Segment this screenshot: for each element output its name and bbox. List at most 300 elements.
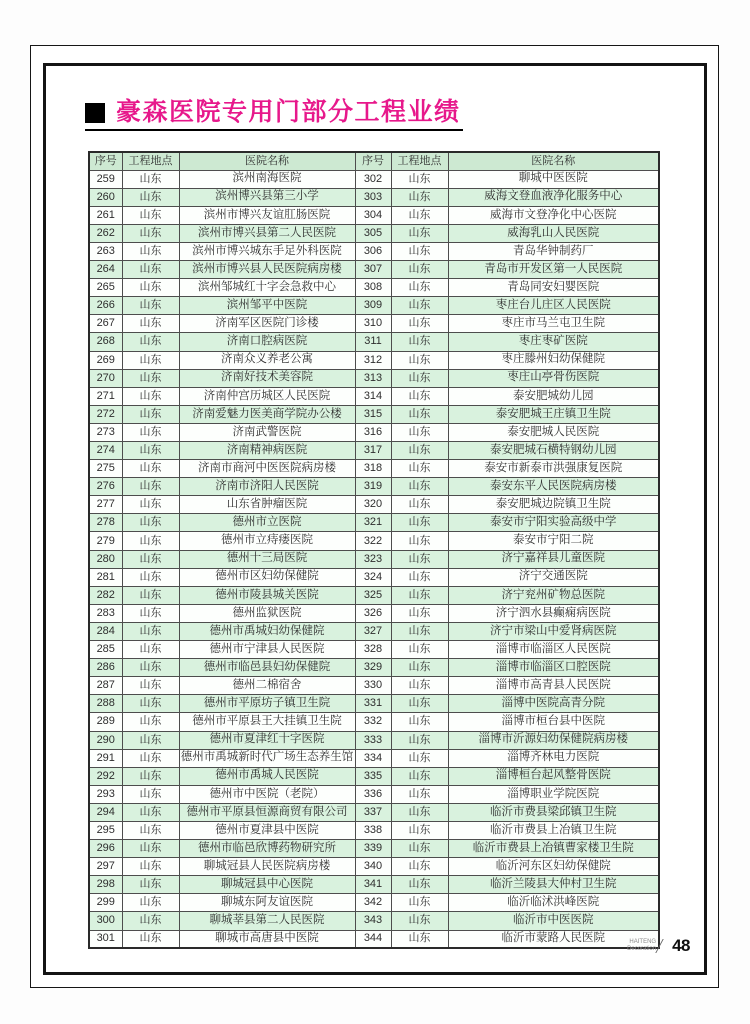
serial-cell: 339	[355, 840, 391, 858]
table-row	[89, 749, 659, 767]
location-cell: 山东	[122, 170, 179, 188]
serial-cell: 277	[89, 496, 122, 514]
serial-cell: 313	[355, 369, 391, 387]
location-cell: 山东	[391, 369, 448, 387]
serial-cell: 269	[89, 351, 122, 369]
hospital-name-cell: 德州市平原县恒源商贸有限公司	[179, 803, 355, 821]
serial-cell: 304	[355, 206, 391, 224]
location-cell: 山东	[391, 297, 448, 315]
location-cell: 山东	[391, 659, 448, 677]
serial-cell: 261	[89, 206, 122, 224]
location-cell: 山东	[122, 242, 179, 260]
hospital-name-cell: 济宁市梁山中爱肾病医院	[448, 622, 659, 640]
table-row	[89, 641, 659, 659]
serial-cell: 267	[89, 315, 122, 333]
page-footer	[627, 936, 690, 956]
location-cell: 山东	[391, 442, 448, 460]
hospital-name-cell: 青岛华钟制药厂	[448, 242, 659, 260]
hospital-name-cell: 枣庄山亭骨伤医院	[448, 369, 659, 387]
hospital-name-cell: 淄博职业学院医院	[448, 785, 659, 803]
location-cell: 山东	[122, 641, 179, 659]
location-cell: 山东	[391, 858, 448, 876]
location-cell: 山东	[391, 188, 448, 206]
location-cell: 山东	[122, 803, 179, 821]
serial-cell: 344	[355, 930, 391, 948]
location-cell: 山东	[122, 785, 179, 803]
table-row	[89, 170, 659, 188]
table-row	[89, 279, 659, 297]
hospital-name-cell: 济宁交通医院	[448, 568, 659, 586]
hospital-name-cell: 济宁嘉祥县儿童医院	[448, 550, 659, 568]
hospital-name-cell: 德州十三局医院	[179, 550, 355, 568]
hospital-name-cell: 济南口腔病医院	[179, 333, 355, 351]
location-cell: 山东	[122, 677, 179, 695]
page-title: 豪森医院专用门部分工程业绩	[116, 98, 461, 126]
serial-cell: 321	[355, 514, 391, 532]
location-cell: 山东	[122, 930, 179, 948]
serial-cell: 281	[89, 568, 122, 586]
serial-cell: 336	[355, 785, 391, 803]
location-cell: 山东	[391, 242, 448, 260]
location-cell: 山东	[391, 731, 448, 749]
table-row	[89, 713, 659, 731]
table-row	[89, 423, 659, 441]
hospital-name-cell: 德州市夏津红十字医院	[179, 731, 355, 749]
hospital-name-cell: 泰安市宁阳二院	[448, 532, 659, 550]
table-row	[89, 297, 659, 315]
hospital-name-cell: 临沂市费县梁邱镇卫生院	[448, 803, 659, 821]
serial-cell: 259	[89, 170, 122, 188]
serial-cell: 286	[89, 659, 122, 677]
serial-cell: 289	[89, 713, 122, 731]
hospital-name-cell: 滨州邹平中医院	[179, 297, 355, 315]
serial-cell: 262	[89, 224, 122, 242]
location-cell: 山东	[391, 930, 448, 948]
location-cell: 山东	[122, 460, 179, 478]
location-cell: 山东	[122, 767, 179, 785]
location-cell: 山东	[391, 550, 448, 568]
location-cell: 山东	[122, 297, 179, 315]
serial-cell: 324	[355, 568, 391, 586]
serial-cell: 334	[355, 749, 391, 767]
serial-cell: 342	[355, 894, 391, 912]
serial-cell: 319	[355, 478, 391, 496]
location-cell: 山东	[391, 767, 448, 785]
hospital-name-cell: 德州市宁津县人民医院	[179, 641, 355, 659]
hospital-name-cell: 泰安市宁阳实验高级中学	[448, 514, 659, 532]
location-cell: 山东	[391, 803, 448, 821]
serial-cell: 325	[355, 586, 391, 604]
table-row	[89, 351, 659, 369]
serial-cell: 312	[355, 351, 391, 369]
hospital-name-cell: 聊城冠县中心医院	[179, 876, 355, 894]
location-cell: 山东	[391, 514, 448, 532]
serial-cell: 341	[355, 876, 391, 894]
table-row	[89, 261, 659, 279]
location-cell: 山东	[391, 333, 448, 351]
table-row	[89, 478, 659, 496]
hospital-name-cell: 青岛同安妇婴医院	[448, 279, 659, 297]
table-row	[89, 387, 659, 405]
table-row	[89, 405, 659, 423]
hospital-name-cell: 淄博市桓台县中医院	[448, 713, 659, 731]
location-cell: 山东	[391, 749, 448, 767]
serial-cell: 314	[355, 387, 391, 405]
table-row	[89, 206, 659, 224]
hospital-name-cell: 德州监狱医院	[179, 604, 355, 622]
table-row	[89, 767, 659, 785]
location-cell: 山东	[122, 496, 179, 514]
location-cell: 山东	[122, 261, 179, 279]
table-row	[89, 550, 659, 568]
location-cell: 山东	[122, 387, 179, 405]
hospital-name-cell: 淄博市临淄区人民医院	[448, 641, 659, 659]
header-location-left: 工程地点	[122, 152, 179, 170]
header-serial-right: 序号	[355, 152, 391, 170]
serial-cell: 337	[355, 803, 391, 821]
location-cell: 山东	[122, 912, 179, 930]
location-cell: 山东	[122, 188, 179, 206]
hospital-name-cell: 德州市中医院（老院）	[179, 785, 355, 803]
serial-cell: 271	[89, 387, 122, 405]
location-cell: 山东	[122, 532, 179, 550]
table-row	[89, 586, 659, 604]
hospital-name-cell: 滨州市博兴县第二人民医院	[179, 224, 355, 242]
serial-cell: 308	[355, 279, 391, 297]
serial-cell: 317	[355, 442, 391, 460]
table-row	[89, 894, 659, 912]
location-cell: 山东	[391, 622, 448, 640]
serial-cell: 265	[89, 279, 122, 297]
location-cell: 山东	[122, 423, 179, 441]
serial-cell: 315	[355, 405, 391, 423]
location-cell: 山东	[122, 333, 179, 351]
table-row	[89, 821, 659, 839]
location-cell: 山东	[391, 568, 448, 586]
hospital-name-cell: 临沂河东区妇幼保健院	[448, 858, 659, 876]
serial-cell: 343	[355, 912, 391, 930]
hospital-name-cell: 泰安肥城石横特钢幼儿园	[448, 442, 659, 460]
hospital-name-cell: 枣庄台儿庄区人民医院	[448, 297, 659, 315]
hospital-name-cell: 泰安东平人民医院病房楼	[448, 478, 659, 496]
table-row	[89, 369, 659, 387]
location-cell: 山东	[122, 442, 179, 460]
serial-cell: 328	[355, 641, 391, 659]
serial-cell: 300	[89, 912, 122, 930]
hospital-name-cell: 临沂兰陵县大仲村卫生院	[448, 876, 659, 894]
hospital-name-cell: 济南市商河中医医院病房楼	[179, 460, 355, 478]
footer-brand-line1: HAITENG	[629, 939, 657, 946]
hospital-name-cell: 德州市区妇幼保健院	[179, 568, 355, 586]
table-row	[89, 930, 659, 948]
serial-cell: 273	[89, 423, 122, 441]
table-row	[89, 803, 659, 821]
location-cell: 山东	[391, 351, 448, 369]
hospital-name-cell: 德州市禹城人民医院	[179, 767, 355, 785]
hospital-name-cell: 泰安肥城幼儿园	[448, 387, 659, 405]
hospital-name-cell: 德州市临邑欣博药物研究所	[179, 840, 355, 858]
table-row	[89, 876, 659, 894]
hospital-name-cell: 济南好技术美容院	[179, 369, 355, 387]
location-cell: 山东	[391, 677, 448, 695]
table-row	[89, 785, 659, 803]
hospital-name-cell: 淄博齐林电力医院	[448, 749, 659, 767]
hospital-name-cell: 威海乳山人民医院	[448, 224, 659, 242]
serial-cell: 331	[355, 695, 391, 713]
table-row	[89, 242, 659, 260]
location-cell: 山东	[122, 206, 179, 224]
hospital-name-cell: 滨州南海医院	[179, 170, 355, 188]
title-bullet-square-icon	[85, 103, 105, 123]
location-cell: 山东	[391, 876, 448, 894]
hospital-name-cell: 淄博中医院高青分院	[448, 695, 659, 713]
serial-cell: 330	[355, 677, 391, 695]
location-cell: 山东	[391, 261, 448, 279]
table-row	[89, 442, 659, 460]
table-row	[89, 731, 659, 749]
serial-cell: 272	[89, 405, 122, 423]
hospital-name-cell: 泰安肥城人民医院	[448, 423, 659, 441]
serial-cell: 316	[355, 423, 391, 441]
hospital-name-cell: 泰安肥城边院镇卫生院	[448, 496, 659, 514]
table-row	[89, 912, 659, 930]
table-row	[89, 333, 659, 351]
serial-cell: 305	[355, 224, 391, 242]
hospital-name-cell: 济南军区医院门诊楼	[179, 315, 355, 333]
hospital-name-cell: 济南仲宫历城区人民医院	[179, 387, 355, 405]
serial-cell: 263	[89, 242, 122, 260]
serial-cell: 302	[355, 170, 391, 188]
hospital-name-cell: 德州市夏津县中医院	[179, 821, 355, 839]
hospital-name-cell: 青岛市开发区第一人民医院	[448, 261, 659, 279]
serial-cell: 283	[89, 604, 122, 622]
location-cell: 山东	[122, 604, 179, 622]
hospital-name-cell: 德州市临邑县妇幼保健院	[179, 659, 355, 677]
hospital-name-cell: 德州市陵县城关医院	[179, 586, 355, 604]
serial-cell: 303	[355, 188, 391, 206]
serial-cell: 284	[89, 622, 122, 640]
table-row	[89, 659, 659, 677]
hospital-name-cell: 德州市平原坊子镇卫生院	[179, 695, 355, 713]
location-cell: 山东	[391, 604, 448, 622]
location-cell: 山东	[391, 532, 448, 550]
location-cell: 山东	[122, 514, 179, 532]
location-cell: 山东	[391, 713, 448, 731]
serial-cell: 278	[89, 514, 122, 532]
serial-cell: 296	[89, 840, 122, 858]
location-cell: 山东	[122, 568, 179, 586]
hospital-name-cell: 泰安市新泰市洪强康复医院	[448, 460, 659, 478]
hospital-name-cell: 聊城东阿友谊医院	[179, 894, 355, 912]
hospital-name-cell: 淄博市临淄区口腔医院	[448, 659, 659, 677]
serial-cell: 297	[89, 858, 122, 876]
serial-cell: 318	[355, 460, 391, 478]
hospital-name-cell: 聊城中医医院	[448, 170, 659, 188]
projects-table	[88, 151, 660, 949]
table-row	[89, 677, 659, 695]
serial-cell: 332	[355, 713, 391, 731]
footer-brand	[627, 939, 656, 953]
table-row	[89, 840, 659, 858]
location-cell: 山东	[391, 279, 448, 297]
location-cell: 山东	[391, 695, 448, 713]
serial-cell: 310	[355, 315, 391, 333]
serial-cell: 285	[89, 641, 122, 659]
serial-cell: 301	[89, 930, 122, 948]
serial-cell: 293	[89, 785, 122, 803]
table-row	[89, 532, 659, 550]
table-row	[89, 496, 659, 514]
table-row	[89, 460, 659, 478]
hospital-name-cell: 聊城市高唐县中医院	[179, 930, 355, 948]
serial-cell: 274	[89, 442, 122, 460]
location-cell: 山东	[122, 894, 179, 912]
hospital-name-cell: 泰安肥城王庄镇卫生院	[448, 405, 659, 423]
location-cell: 山东	[391, 586, 448, 604]
hospital-name-cell: 淄博桓台起风整骨医院	[448, 767, 659, 785]
hospital-name-cell: 威海文登血液净化服务中心	[448, 188, 659, 206]
hospital-name-cell: 滨州博兴县第三小学	[179, 188, 355, 206]
table-row	[89, 858, 659, 876]
location-cell: 山东	[122, 369, 179, 387]
serial-cell: 327	[355, 622, 391, 640]
hospital-name-cell: 淄博市高青县人民医院	[448, 677, 659, 695]
location-cell: 山东	[122, 405, 179, 423]
serial-cell: 275	[89, 460, 122, 478]
location-cell: 山东	[391, 315, 448, 333]
location-cell: 山东	[391, 206, 448, 224]
serial-cell: 298	[89, 876, 122, 894]
serial-cell: 340	[355, 858, 391, 876]
location-cell: 山东	[122, 840, 179, 858]
serial-cell: 322	[355, 532, 391, 550]
table-row	[89, 315, 659, 333]
serial-cell: 311	[355, 333, 391, 351]
hospital-name-cell: 枣庄市马兰屯卫生院	[448, 315, 659, 333]
hospital-name-cell: 德州市禹城妇幼保健院	[179, 622, 355, 640]
serial-cell: 288	[89, 695, 122, 713]
location-cell: 山东	[122, 659, 179, 677]
table-row	[89, 514, 659, 532]
location-cell: 山东	[391, 785, 448, 803]
serial-cell: 264	[89, 261, 122, 279]
location-cell: 山东	[122, 821, 179, 839]
header-hospital-right: 医院名称	[448, 152, 659, 170]
serial-cell: 326	[355, 604, 391, 622]
location-cell: 山东	[391, 840, 448, 858]
projects-table-body	[89, 170, 659, 948]
footer-brand-line2: Decoration	[627, 946, 657, 952]
location-cell: 山东	[391, 912, 448, 930]
header-serial-left: 序号	[89, 152, 122, 170]
location-cell: 山东	[122, 622, 179, 640]
location-cell: 山东	[122, 315, 179, 333]
serial-cell: 270	[89, 369, 122, 387]
serial-cell: 294	[89, 803, 122, 821]
hospital-name-cell: 德州市立医院	[179, 514, 355, 532]
hospital-name-cell: 威海市文登净化中心医院	[448, 206, 659, 224]
serial-cell: 307	[355, 261, 391, 279]
hospital-name-cell: 滨州市博兴县人民医院病房楼	[179, 261, 355, 279]
hospital-name-cell: 济南精神病医院	[179, 442, 355, 460]
location-cell: 山东	[391, 423, 448, 441]
hospital-name-cell: 济宁泗水县癫痫病医院	[448, 604, 659, 622]
hospital-name-cell: 济南武警医院	[179, 423, 355, 441]
location-cell: 山东	[122, 586, 179, 604]
serial-cell: 287	[89, 677, 122, 695]
table-row	[89, 604, 659, 622]
hospital-name-cell: 临沂临沭洪峰医院	[448, 894, 659, 912]
location-cell: 山东	[122, 224, 179, 242]
hospital-name-cell: 济宁兖州矿物总医院	[448, 586, 659, 604]
title-block	[85, 99, 463, 131]
location-cell: 山东	[122, 279, 179, 297]
table-row	[89, 622, 659, 640]
hospital-name-cell: 滨州市博兴城东手足外科医院	[179, 242, 355, 260]
table-row	[89, 568, 659, 586]
serial-cell: 309	[355, 297, 391, 315]
hospital-name-cell: 德州市平原县王大挂镇卫生院	[179, 713, 355, 731]
location-cell: 山东	[122, 478, 179, 496]
table-row	[89, 224, 659, 242]
serial-cell: 295	[89, 821, 122, 839]
hospital-name-cell: 德州市立痔瘘医院	[179, 532, 355, 550]
header-hospital-left: 医院名称	[179, 152, 355, 170]
hospital-name-cell: 临沂市费县上冶镇曹家楼卫生院	[448, 840, 659, 858]
location-cell: 山东	[122, 876, 179, 894]
hospital-name-cell: 临沂市费县上冶镇卫生院	[448, 821, 659, 839]
serial-cell: 333	[355, 731, 391, 749]
table-row	[89, 695, 659, 713]
location-cell: 山东	[391, 405, 448, 423]
serial-cell: 280	[89, 550, 122, 568]
hospital-name-cell: 德州市禹城新时代广场生态养生馆	[179, 749, 355, 767]
location-cell: 山东	[391, 224, 448, 242]
serial-cell: 266	[89, 297, 122, 315]
serial-cell: 306	[355, 242, 391, 260]
serial-cell: 320	[355, 496, 391, 514]
serial-cell: 292	[89, 767, 122, 785]
table-header	[89, 152, 659, 170]
table-row	[89, 188, 659, 206]
serial-cell: 329	[355, 659, 391, 677]
location-cell: 山东	[122, 351, 179, 369]
serial-cell: 335	[355, 767, 391, 785]
serial-cell: 268	[89, 333, 122, 351]
location-cell: 山东	[122, 858, 179, 876]
location-cell: 山东	[391, 460, 448, 478]
serial-cell: 338	[355, 821, 391, 839]
serial-cell: 276	[89, 478, 122, 496]
location-cell: 山东	[391, 478, 448, 496]
serial-cell: 323	[355, 550, 391, 568]
table-header-row	[89, 152, 659, 170]
location-cell: 山东	[391, 894, 448, 912]
hospital-name-cell: 临沂市中医医院	[448, 912, 659, 930]
location-cell: 山东	[122, 550, 179, 568]
hospital-name-cell: 枣庄滕州妇幼保健院	[448, 351, 659, 369]
hospital-name-cell: 滨州邹城红十字会急救中心	[179, 279, 355, 297]
location-cell: 山东	[391, 387, 448, 405]
location-cell: 山东	[391, 496, 448, 514]
hospital-name-cell: 济南众义养老公寓	[179, 351, 355, 369]
serial-cell: 279	[89, 532, 122, 550]
serial-cell: 260	[89, 188, 122, 206]
location-cell: 山东	[391, 641, 448, 659]
serial-cell: 290	[89, 731, 122, 749]
header-location-right: 工程地点	[391, 152, 448, 170]
footer-slash-icon	[655, 939, 672, 953]
